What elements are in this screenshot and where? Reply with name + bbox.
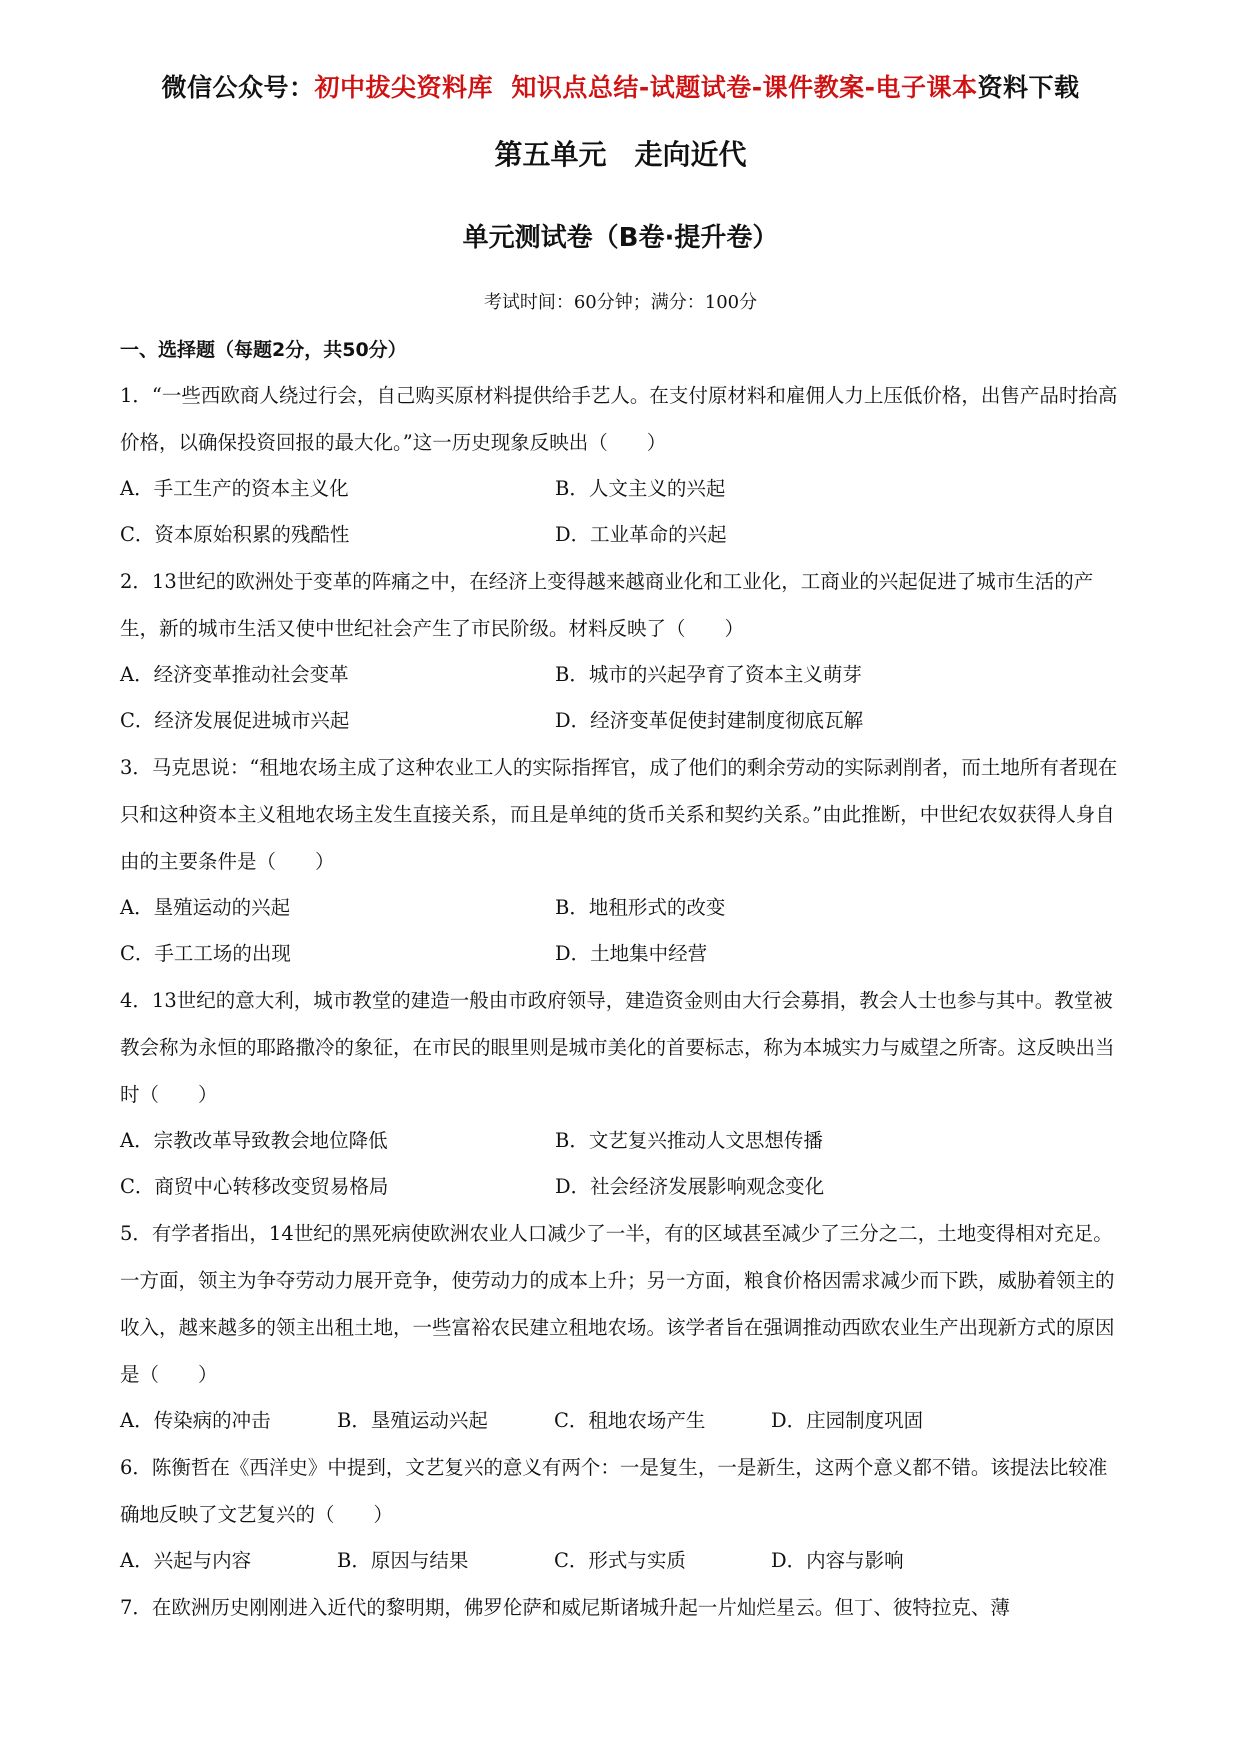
option-list bbox=[120, 1398, 1122, 1444]
option-a: A．宗教改革导致教会地位降低 bbox=[120, 1129, 388, 1152]
test-title: 单元测试卷（B卷·提升卷） bbox=[462, 223, 779, 253]
option-d: D．庄园制度巩固 bbox=[771, 1409, 924, 1432]
option-c: C．租地农场产生 bbox=[554, 1409, 706, 1432]
question-list bbox=[120, 372, 1122, 1631]
option-a: A．手工生产的资本主义化 bbox=[120, 477, 349, 500]
question-5 bbox=[120, 1210, 1122, 1444]
unit-title: 第五单元 走向近代 bbox=[494, 138, 747, 171]
option-list bbox=[120, 885, 1122, 977]
option-c: C．经济发展促进城市兴起 bbox=[120, 709, 350, 732]
option-c: C．形式与实质 bbox=[554, 1549, 686, 1572]
question-3 bbox=[120, 744, 1122, 977]
question-2 bbox=[120, 558, 1122, 744]
option-b: B．垦殖运动兴起 bbox=[337, 1409, 488, 1432]
question-4 bbox=[120, 977, 1122, 1210]
question-text: 3．马克思说：“租地农场主成了这种农业工人的实际指挥官，成了他们的剩余劳动的实际剥削者，而土地所有者现在只和这种资本主义租地农场主发生直接关系，而且是单纯的货币关系和契约关系。”由此推断，中世纪农奴获得人身自由的主要条件是（ ） bbox=[120, 756, 1118, 873]
question-1 bbox=[120, 372, 1122, 558]
wechat-banner bbox=[0, 68, 1241, 104]
exam-info: 考试时间：60分钟；满分：100分 bbox=[483, 292, 758, 313]
banner-red-part-1: 初中拔尖资料库 bbox=[314, 73, 493, 102]
option-b: B．城市的兴起孕育了资本主义萌芽 bbox=[555, 663, 862, 686]
option-d: D．内容与影响 bbox=[771, 1549, 904, 1572]
option-d: D．经济变革促使封建制度彻底瓦解 bbox=[555, 709, 864, 732]
option-a: A．经济变革推动社会变革 bbox=[120, 663, 349, 686]
option-list bbox=[120, 1538, 1122, 1584]
question-text: 7．在欧洲历史刚刚进入近代的黎明期，佛罗伦萨和威尼斯诸城升起一片灿烂星云。但丁、彼特拉克、薄 bbox=[120, 1596, 1010, 1619]
option-list bbox=[120, 652, 1122, 744]
option-c: C．资本原始积累的残酷性 bbox=[120, 523, 350, 546]
option-a: A．传染病的冲击 bbox=[120, 1409, 271, 1432]
question-text: 2．13世纪的欧洲处于变革的阵痛之中，在经济上变得越来越商业化和工业化，工商业的兴起促进了城市生活的产生，新的城市生活又使中世纪社会产生了市民阶级。材料反映了（ ） bbox=[120, 570, 1094, 640]
option-b: B．人文主义的兴起 bbox=[555, 477, 726, 500]
option-d: D．社会经济发展影响观念变化 bbox=[555, 1175, 825, 1198]
option-b: B．文艺复兴推动人文思想传播 bbox=[555, 1129, 823, 1152]
option-list bbox=[120, 466, 1122, 558]
option-d: D．工业革命的兴起 bbox=[555, 523, 727, 546]
option-c: C．商贸中心转移改变贸易格局 bbox=[120, 1175, 389, 1198]
option-c: C．手工工场的出现 bbox=[120, 942, 291, 965]
option-list bbox=[120, 1118, 1122, 1210]
banner-suffix: 资料下载 bbox=[977, 73, 1080, 102]
section-heading: 一、选择题（每题2分，共50分） bbox=[120, 339, 407, 361]
option-b: B．原因与结果 bbox=[337, 1549, 469, 1572]
question-text: 4．13世纪的意大利，城市教堂的建造一般由市政府领导，建造资金则由大行会募捐，教会人士也参与其中。教堂被教会称为永恒的耶路撒冷的象征，在市民的眼里则是城市美化的首要标志，称为本城实力与威望之所寄。这反映出当时（ ） bbox=[120, 989, 1115, 1106]
question-7 bbox=[120, 1584, 1122, 1631]
question-6 bbox=[120, 1444, 1122, 1584]
question-text: 5．有学者指出，14世纪的黑死病使欧洲农业人口减少了一半，有的区域甚至减少了三分之二，土地变得相对充足。一方面，领主为争夺劳动力展开竞争，使劳动力的成本上升；另一方面，粮食价格因需求减少而下跌，威胁着领主的收入，越来越多的领主出租土地，一些富裕农民建立租地农场。该学者旨在强调推动西欧农业生产出现新方式的原因是（ ） bbox=[120, 1222, 1115, 1386]
question-text: 6．陈衡哲在《西洋史》中提到，文艺复兴的意义有两个：一是复生，一是新生，这两个意义都不错。该提法比较准确地反映了文艺复兴的（ ） bbox=[120, 1456, 1108, 1526]
banner-prefix: 微信公众号： bbox=[161, 73, 315, 102]
option-d: D．土地集中经营 bbox=[555, 942, 708, 965]
option-a: A．垦殖运动的兴起 bbox=[120, 896, 291, 919]
question-text: 1．“一些西欧商人绕过行会，自己购买原材料提供给手艺人。在支付原材料和雇佣人力上压低价格，出售产品时抬高价格，以确保投资回报的最大化。”这一历史现象反映出（ ） bbox=[120, 384, 1118, 454]
option-a: A．兴起与内容 bbox=[120, 1549, 252, 1572]
banner-red-part-2: 知识点总结-试题试卷-课件教案-电子课本 bbox=[511, 73, 978, 102]
option-b: B．地租形式的改变 bbox=[555, 896, 726, 919]
